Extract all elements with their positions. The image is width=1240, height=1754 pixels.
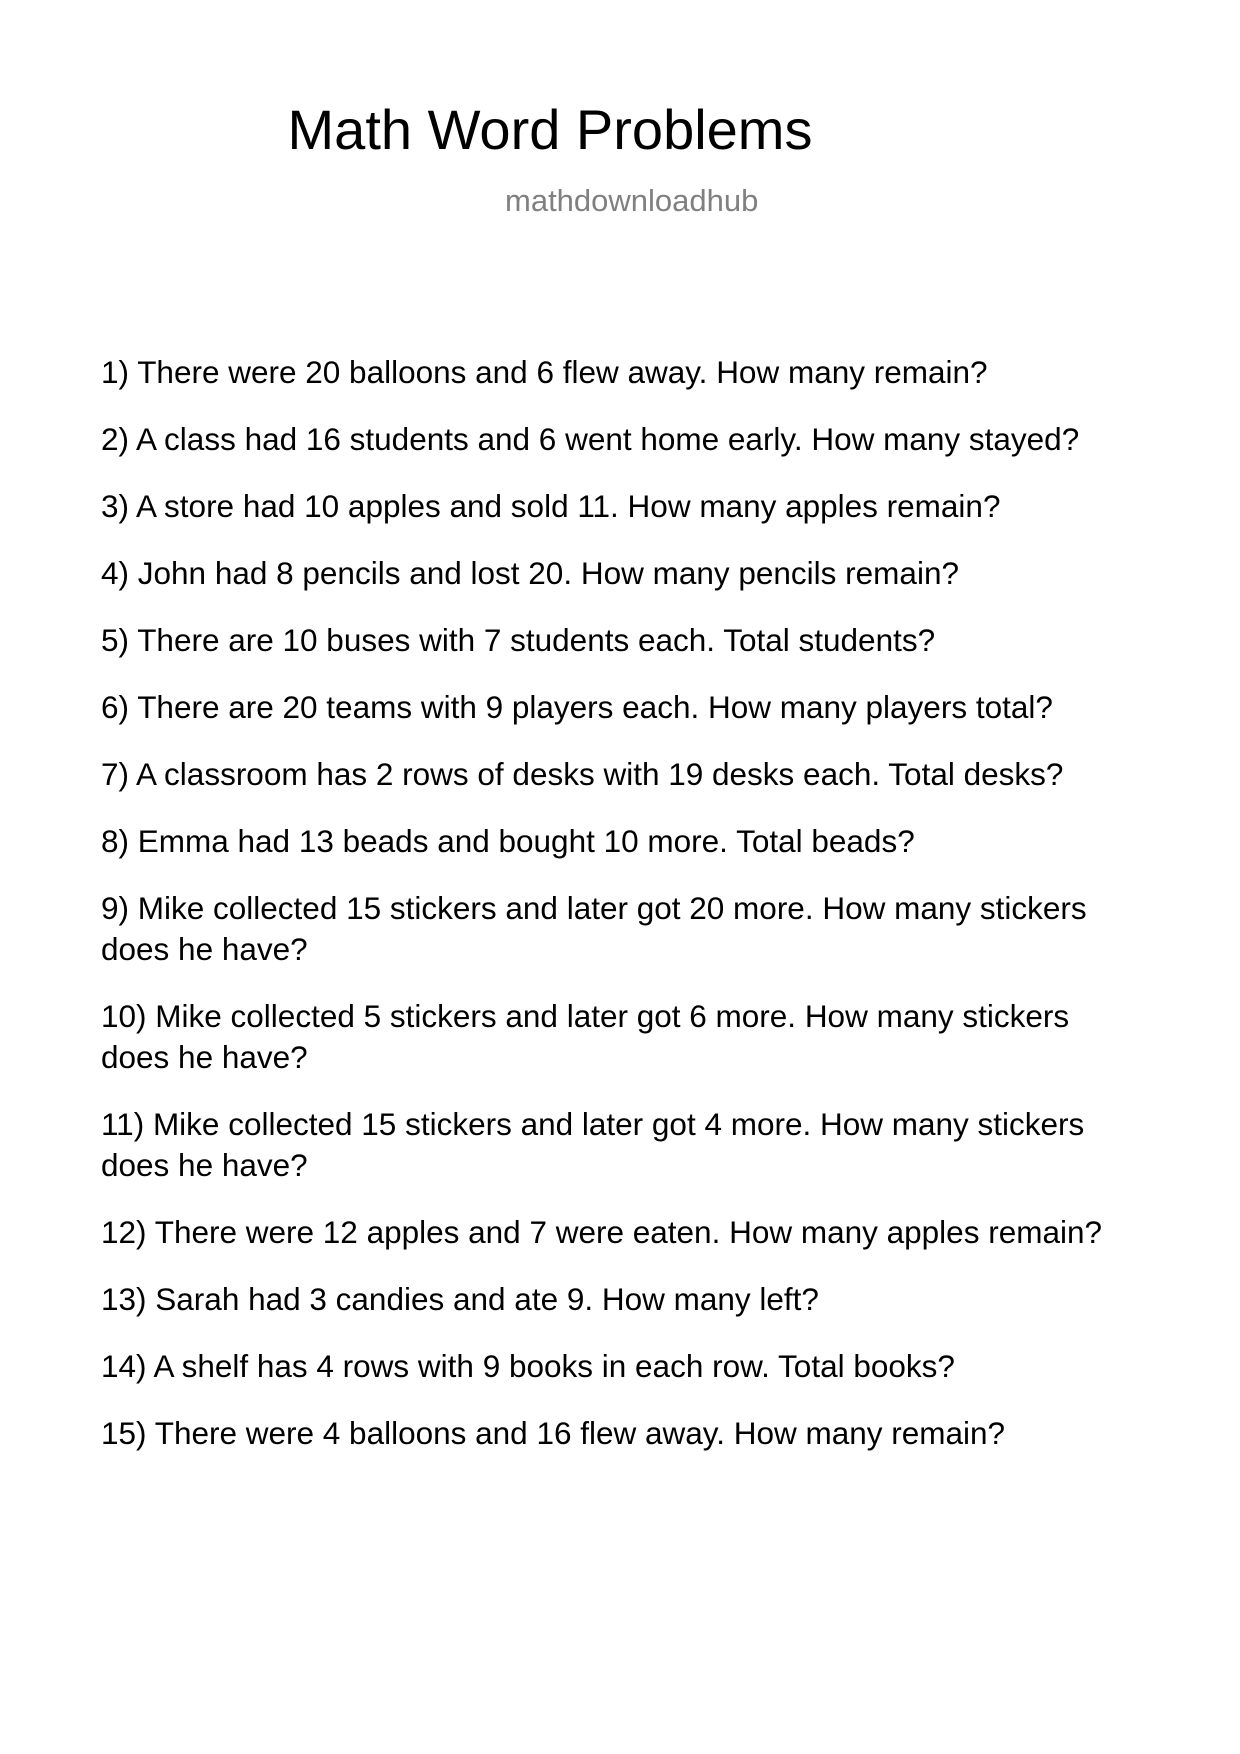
- problem-item: 9) Mike collected 15 stickers and later got 20 more. How many stickers does he have?: [101, 890, 1087, 967]
- page-subtitle: mathdownloadhub: [505, 183, 759, 218]
- problem-item: 15) There were 4 balloons and 16 flew away. How many remain?: [101, 1415, 1006, 1451]
- problem-item: 1) There were 20 balloons and 6 flew away. How many remain?: [101, 354, 988, 390]
- problem-item: 8) Emma had 13 beads and bought 10 more. Total beads?: [101, 823, 915, 859]
- problem-item: 13) Sarah had 3 candies and ate 9. How many left?: [101, 1281, 819, 1317]
- problem-item: 3) A store had 10 apples and sold 11. How many apples remain?: [101, 488, 1001, 524]
- page-title: [0, 98, 1240, 162]
- problem-list: [101, 352, 1111, 1480]
- page-title-text: Math Word Problems: [287, 98, 813, 161]
- problem-item: 5) There are 10 buses with 7 students each. Total students?: [101, 622, 936, 658]
- problem-item: 11) Mike collected 15 stickers and later got 4 more. How many stickers does he have?: [101, 1106, 1085, 1183]
- problem-item: 12) There were 12 apples and 7 were eaten. How many apples remain?: [101, 1214, 1103, 1250]
- problem-item: 4) John had 8 pencils and lost 20. How many pencils remain?: [101, 555, 959, 591]
- problem-item: 10) Mike collected 5 stickers and later got 6 more. How many stickers does he have?: [101, 998, 1070, 1075]
- problem-item: 6) There are 20 teams with 9 players each. How many players total?: [101, 689, 1053, 725]
- problem-item: 7) A classroom has 2 rows of desks with 19 desks each. Total desks?: [101, 756, 1064, 792]
- problem-item: 14) A shelf has 4 rows with 9 books in each row. Total books?: [101, 1348, 955, 1384]
- problem-item: 2) A class had 16 students and 6 went home early. How many stayed?: [101, 421, 1080, 457]
